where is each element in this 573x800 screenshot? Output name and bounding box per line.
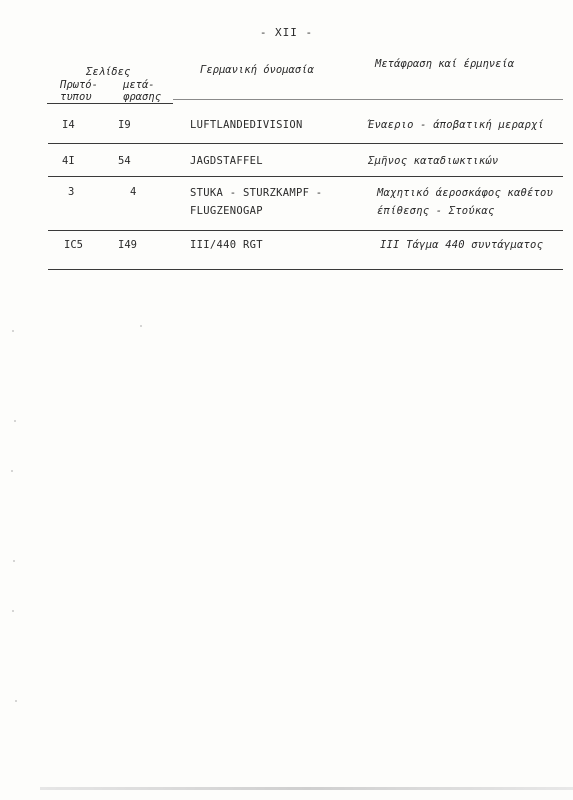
cell-german-name: STUKA - STURZKAMPF - FLUGZENOGAP [190,187,323,217]
scan-speck [15,700,17,702]
scan-speck [140,325,142,327]
header-original-pages: Πρωτό- τυπου [60,79,98,103]
row-divider [48,176,563,177]
cell-german-name: JAGDSTAFFEL [190,155,263,167]
cell-original-page: IC5 [64,239,83,251]
cell-original-page: 4I [62,155,75,167]
cell-original-page: I4 [62,119,75,131]
cell-translation-page: I49 [118,239,137,251]
cell-german-name: LUFTLANDEDIVISION [190,119,303,131]
cell-german-name: III/440 RGT [190,239,263,251]
header-pages: Σελίδες [86,66,131,78]
cell-translation-page: 54 [118,155,131,167]
cell-meaning: Σμῆνος καταδιωκτικών [368,155,499,167]
scan-speck [12,330,14,332]
scan-speck [12,610,14,612]
scan-speck [13,560,15,562]
cell-meaning: Έναεριο - άποβατική μεραρχί [368,119,545,131]
row-divider [48,143,563,144]
row-divider [48,269,563,270]
header-translation-meaning: Μετάφραση καί έρμηνεία [375,58,515,70]
header-translation-pages: μετά- φρασης [123,79,161,103]
cell-meaning: III Τάγμα 440 συντάγματος [380,239,544,251]
header-german-name: Γερμανική όνομασία [200,64,314,76]
cell-original-page: 3 [68,186,75,198]
scan-edge [40,787,573,790]
page-number: - XII - [259,26,314,39]
header-rule-right [173,99,563,100]
cell-translation-page: I9 [118,119,131,131]
row-divider [48,230,563,231]
header-rule-left [47,103,173,104]
scan-speck [14,420,16,422]
cell-meaning: Μαχητικό άεροσκάφος καθέτου έπίθεσης - Στούκας [377,187,554,217]
cell-translation-page: 4 [130,186,137,198]
scan-speck [11,470,13,472]
